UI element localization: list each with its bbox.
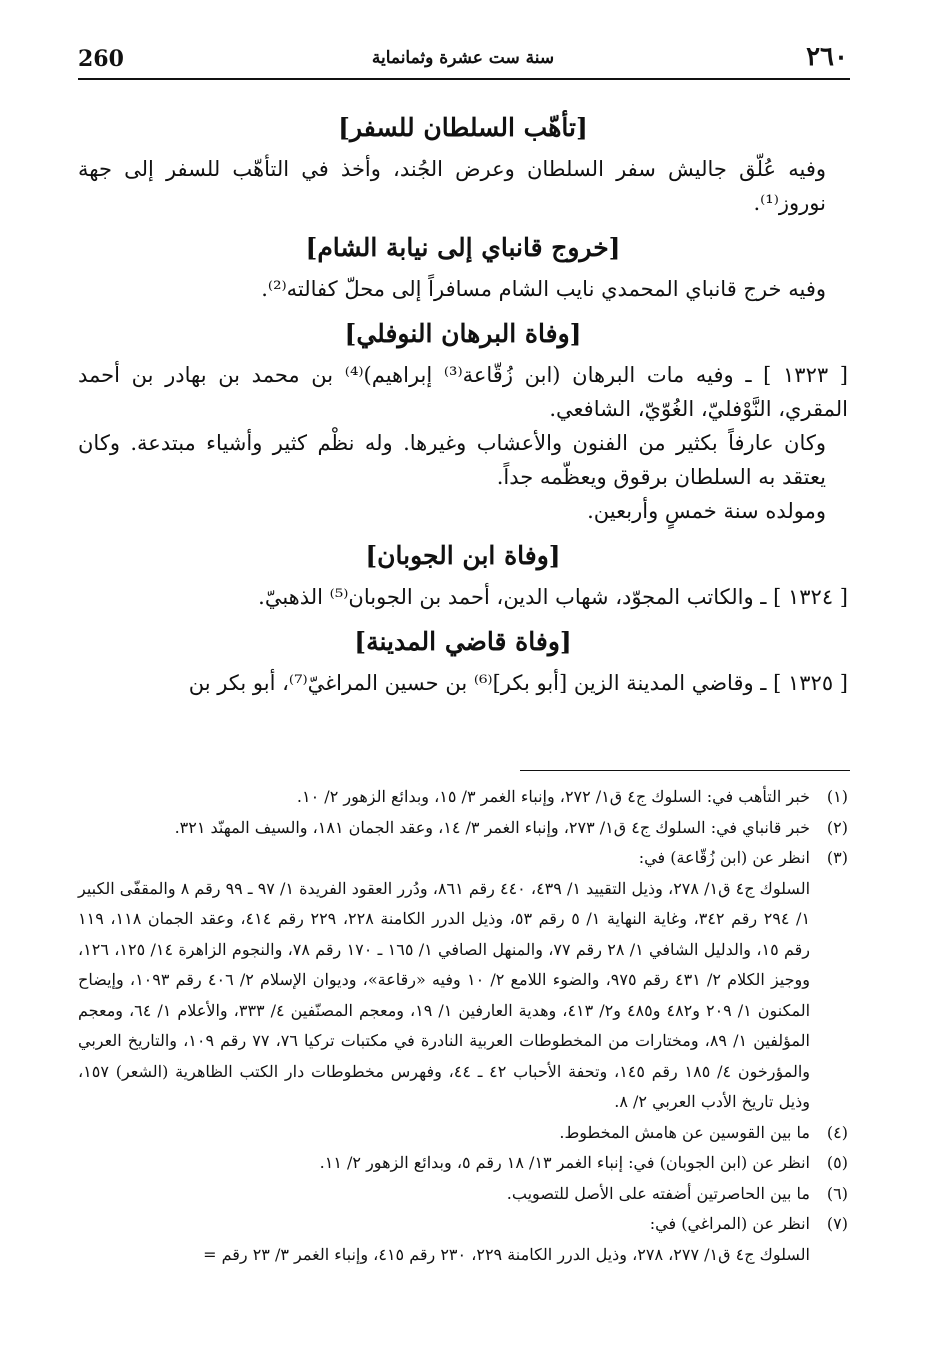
footnote-number: (٤) <box>826 1122 848 1142</box>
footnote-text: ما بين الحاصرتين أضفته على الأصل للتصويب. <box>506 1183 810 1203</box>
footnote <box>78 1118 848 1149</box>
paragraph: وفيه خرج قانباي المحمدي نايب الشام مسافراً إلى محلّ كفالته⁽²⁾. <box>261 277 826 301</box>
section-heading: [وفاة قاضي المدينة] <box>354 627 572 656</box>
footnote <box>78 1209 848 1240</box>
footnote-continuation: السلوك ج٤ ق١/ ٢٧٨، وذيل التقييد ١/ ٤٣٩، ٤٤٠ رقم ٨٦١، ودُرر العقود الفريدة ١/ ٩٧ ـ ٩٩ رقم ٨ والمقفّى الكبير ١/ ٢٩٤ رقم ٣٤٢، وغاية النهاية ١/ ٥ رقم ٥٣، وذيل الدرر الكامنة ٢٢٨، ٢٢٩ رقم ٤١٤، وعقد الجمان ١١٨، ١١٩ رقم ١٥، والدليل الشافي ١/ ٢٨ رقم ٧٧، والمنهل الصافي ١/ ١٦٥ ـ ١٧٠ رقم ٧٨، والنجوم الزاهرة ١٤/ ١٢٥، ١٢٦، ووجيز الكلام ٢/ ٤٣١ رقم ٩٧٥، والضوء اللامع ٢/ ١٠ وفيه «رقاعة»، وديوان الإسلام ٢/ ٤٠٦ رقم ١٠٩٣، وإيضاح المكنون ١/ ٢٠٩ و٤٨٢ و٤٨٥ و٢/ ٤١٣، وهدية العارفين ١/ ١٩، ومعجم المصنّفين ٤/ ٣٣٣، والأعلام ١/ ٦٤، ومعجم المؤلفين ١/ ٨٩، ومختارات من المخطوطات العربية النادرة في مكتبات تركيا ٧٦، ٧٧ رقم ١٠٩، والتاريخ العربي والمؤرخون ٤/ ١٨٥ رقم ١٤٥، وتحفة الأحباب ٤٢ ـ ٤٤، وفهرس مخطوطات دار الكتب الظاهرية (الشعر) ١٥٧، وذيل تاريخ الأدب العربي ٢/ ٨. <box>78 878 811 1111</box>
footnote-number: (٦) <box>826 1183 848 1203</box>
footnote-text: خبر قانباي في: السلوك ج٤ ق١/ ٢٧٣، وإنباء الغمر ٣/ ١٤، وعقد الجمان ١٨١، والسيف المهنّد ٣٢١. <box>174 817 810 837</box>
footnote <box>78 782 848 813</box>
footnote-number: (٢) <box>826 817 848 837</box>
footnote-text: انظر عن (ابن الجوبان) في: إنباء الغمر ١٣/ ١٨ رقم ٥، وبدائع الزهور ٢/ ١١. <box>319 1153 810 1172</box>
footnote-number: (٥) <box>826 1153 848 1172</box>
footnote <box>78 1148 848 1179</box>
footnote <box>78 1179 848 1210</box>
footnote <box>78 813 848 844</box>
footnote-number: (٧) <box>826 1214 848 1233</box>
footnote <box>78 843 848 874</box>
footnote-text: ما بين القوسين عن هامش المخطوط. <box>559 1122 810 1142</box>
page-number-latin: 260 <box>78 46 124 72</box>
page-number-arabic: ٢٦٠ <box>806 42 848 72</box>
footnotes <box>78 782 848 1270</box>
page-header <box>78 40 848 78</box>
section-heading: [وفاة البرهان النوفلي] <box>344 319 582 348</box>
footnote-continuation: السلوك ج٤ ق١/ ٢٧٧، ٢٧٨، وذيل الدرر الكامنة ٢٢٩، ٢٣٠ رقم ٤١٥، وإنباء الغمر ٣/ ٢٣ رقم = <box>203 1244 810 1264</box>
section-heading: [وفاة ابن الجوبان] <box>365 541 561 570</box>
section-heading: [تأهّب السلطان للسفر] <box>338 113 588 142</box>
paragraph: [ ١٣٢٥ ] ـ وقاضي المدينة الزين [أبو بكر]⁽⁶⁾ بن حسين المراغيّ⁽⁷⁾، أبو بكر بن <box>188 671 848 695</box>
footnote-rule <box>520 770 850 771</box>
footnote-text: انظر عن (ابن زُقّاعة) في: <box>638 848 810 867</box>
header-rule <box>78 78 850 80</box>
paragraph: [ ١٣٢٣ ] ـ وفيه مات البرهان (ابن زُقّاعة⁽³⁾ إبراهيم)⁽⁴⁾ بن محمد بن بهادر بن أحمد المقري، النَّوْفليّ، الغُوّيّ، الشافعي. <box>78 363 848 421</box>
footnote-number: (٣) <box>826 848 848 867</box>
paragraph: [ ١٣٢٤ ] ـ والكاتب المجوّد، شهاب الدين، أحمد بن الجوبان⁽⁵⁾ الذهبيّ. <box>258 585 848 609</box>
section-heading: [خروج قانباي إلى نيابة الشام] <box>305 233 621 262</box>
main-text <box>78 100 848 700</box>
footnote-text: انظر عن (المراغي) في: <box>649 1214 810 1233</box>
running-title: سنة ست عشرة وثمانماية <box>371 48 555 68</box>
paragraph: وفيه عُلّق جاليش سفر السلطان وعرض الجُند، وأخذ في التأهّب للسفر إلى جهة نوروز⁽¹⁾. <box>78 157 826 215</box>
footnote-number: (١) <box>826 787 848 806</box>
paragraph: وكان عارفاً بكثير من الفنون والأعشاب وغيرها. وله نظْم كثير وأشياء مبتدعة. وكان يعتقد به السلطان برقوق ويعظّمه جداً. <box>78 431 826 489</box>
footnote-text: خبر التأهب في: السلوك ج٤ ق١/ ٢٧٢، وإنباء الغمر ٣/ ١٥، وبدائع الزهور ٢/ ١٠. <box>296 787 810 806</box>
paragraph: ومولده سنة خمسٍ وأربعين. <box>587 499 826 523</box>
